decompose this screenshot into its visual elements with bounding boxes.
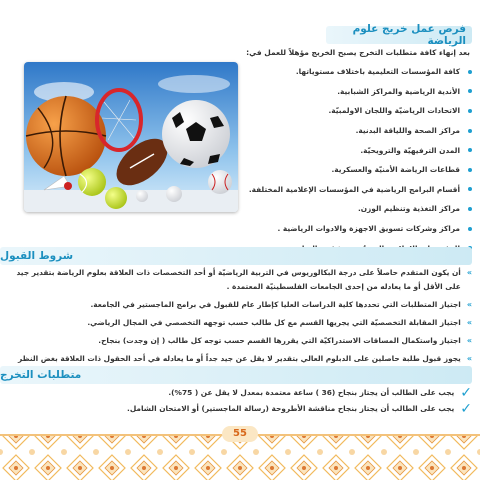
bullet-dot-icon [468, 109, 472, 113]
bullet-dot-icon [468, 129, 472, 133]
list-item: مراكز وشركات تسويق الاجهزة والادوات الرياضية . [236, 219, 472, 239]
list-item: الأندية الرياضية والمراكز الشبابية. [236, 82, 472, 102]
graduation-title: متطلبات التخرج [0, 369, 82, 381]
careers-section-header [326, 23, 472, 47]
bullet-dot-icon [468, 148, 472, 152]
graduation-section-header [0, 366, 472, 384]
check-icon: ✓ [460, 401, 472, 417]
list-item: » أن يكون المتقدم حاصلاً على درجة البكالوريوس في التربية الرياضيّة أو أحد التخصصات ذات العلاقة بعلوم الرياضة بتقدير جيد على الأقل أو ما يعادله من إحدى الجامعات الفلسطينيّة المعتمدة . [16, 268, 472, 291]
chevron-icon: » [466, 318, 472, 327]
bullet-dot-icon [468, 227, 472, 231]
list-item: مراكز التغذية وتنظيم الوزن. [236, 199, 472, 219]
bullet-dot-icon [468, 70, 472, 74]
list-item: » اجتياز واستكمال المساقات الاستدراكيّة التي يقررها القسم حسب توجه كل طالب ( إن وجدت) بنجاح. [6, 334, 472, 348]
sports-balls-illustration [24, 62, 238, 212]
list-item: ✓ يجب على الطالب أن يجتاز بنجاح (36 ) ساعة معتمدة بمعدل لا يقل عن ( 75%). [168, 385, 472, 401]
bullet-dot-icon [468, 187, 472, 191]
admission-list [6, 266, 472, 380]
bullet-dot-icon [468, 168, 472, 172]
list-item: الاتحادات الرياضيّة واللجان الاولمبيّة. [236, 101, 472, 121]
list-item: قطاعات الرياضة الأمنيّة والعسكرية. [236, 160, 472, 180]
list-item: » اجتياز المتطلبات التي تحددها كلية الدراسات العليا كإطار عام للقبول في برامج الماجستير في الجامعة. [6, 298, 472, 312]
list-item: أقسام البرامج الرياضية في المؤسسات الإعلامية المختلفة. [236, 180, 472, 200]
chevron-icon: » [466, 354, 472, 363]
admission-section-header [0, 247, 472, 265]
chevron-icon: » [466, 268, 472, 277]
list-item: » اجتياز المقابلة التخصصيّة التي يجريها القسم مع كل طالب حسب توجهه التخصصي في المجال الرياضي. [6, 316, 472, 330]
chevron-icon: » [466, 300, 472, 309]
bullet-dot-icon [468, 89, 472, 93]
bullet-dot-icon [468, 207, 472, 211]
careers-title: فرص عمل خريج علوم الرياضة [352, 23, 466, 47]
list-item: كافة المؤسسات التعليمية باختلاف مستوياتها. [236, 62, 472, 82]
list-item: المدن الترفيهيّة والترويحيّة. [236, 140, 472, 160]
list-item: مراكز الصحة واللياقة البدنية. [236, 121, 472, 141]
check-icon: ✓ [460, 385, 472, 401]
sports-balls-photo [24, 62, 238, 212]
chevron-icon: » [466, 336, 472, 345]
admission-title: شروط القبول [0, 250, 74, 262]
list-item: ✓ يجب على الطالب أن يجتاز بنجاح مناقشة الأطروحة (رسالة الماجستير) أو الامتحان الشامل. [127, 401, 472, 417]
list-item: » يجوز قبول طلبة حاصلين على الدبلوم العالي بتقدير لا يقل عن جيد جداً أو ما يعادله في أحد الحقول ذات العلاقة بغض النظر [6, 352, 472, 380]
graduation-list [6, 386, 472, 416]
page-number: 55 [222, 426, 258, 442]
careers-list [236, 62, 472, 258]
careers-intro: بعد إنهاء كافة متطلبات التخرج يصبح الخريج مؤهلاً للعمل في: [246, 48, 470, 57]
